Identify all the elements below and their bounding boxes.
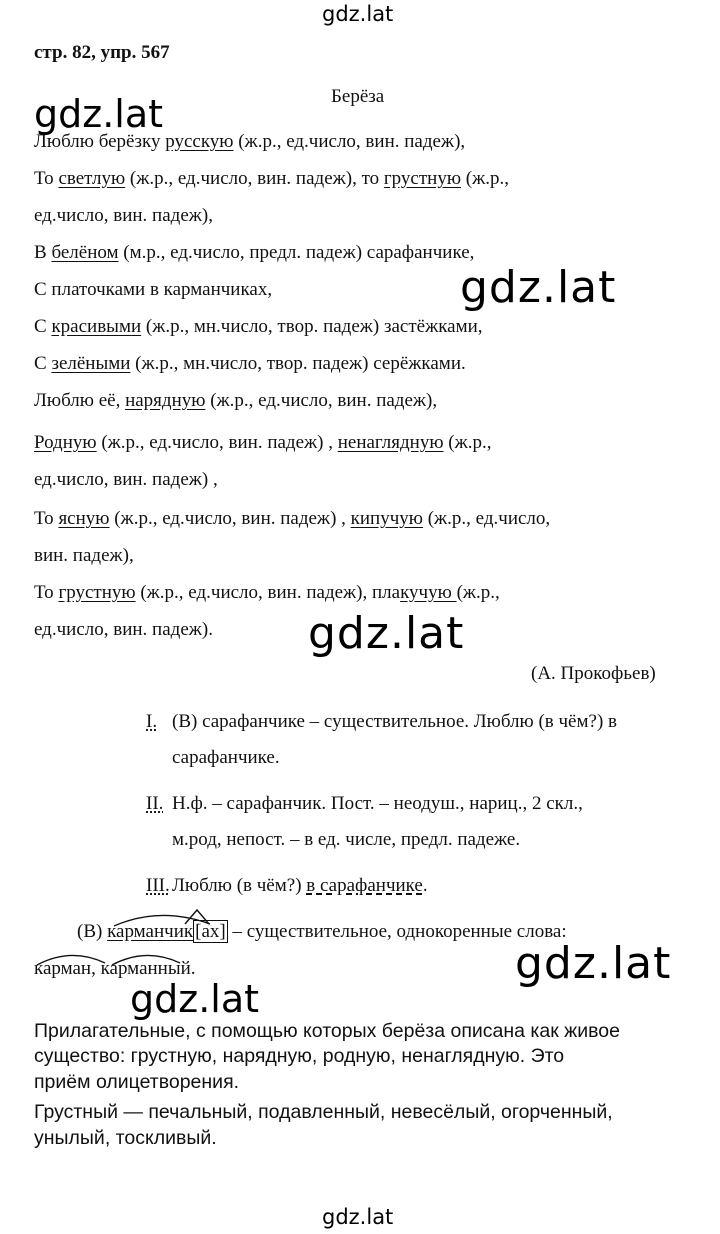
poem-line	[34, 353, 466, 375]
poem-line	[34, 390, 437, 412]
underlined-word: ненаглядную	[337, 432, 444, 453]
text: (ж.р., мн.число, твор. падеж) застёжками,	[141, 316, 483, 337]
analysis-number: II.	[146, 793, 164, 814]
analysis-number: I.	[146, 711, 158, 732]
watermark: gdz.lat	[515, 938, 672, 989]
analysis-number: III.	[146, 875, 170, 896]
poem-line	[34, 131, 465, 153]
underlined-word: ясную	[58, 508, 110, 529]
answer-line: существо: грустную, нарядную, родную, ненаглядную. Это	[34, 1045, 565, 1067]
text: (ж.р., ед.число, вин. падеж),	[233, 131, 466, 152]
analysis-text	[172, 875, 428, 897]
text: (ж.р., ед.число, вин. падеж) ,	[109, 508, 351, 529]
poem-line: ед.число, вин. падеж) ,	[34, 469, 218, 490]
answer-line: приём олицетворения.	[34, 1071, 240, 1093]
poem-author: (А. Прокофьев)	[531, 663, 656, 684]
related-words: карман, карманный.	[34, 958, 196, 979]
answer-line: унылый, тоскливый.	[34, 1127, 217, 1149]
text: (ж.р., ед.число, вин. падеж),	[205, 390, 438, 411]
text: (ж.р., ед.число, вин. падеж), то	[125, 168, 384, 189]
text: С	[34, 316, 52, 337]
text: – существительное, однокоренные слова:	[227, 921, 567, 942]
poem-line	[34, 508, 550, 530]
watermark-bottom: gdz.lat	[322, 1205, 394, 1229]
text: (ж.р., мн.число, твор. падеж) серёжками.	[130, 353, 466, 374]
text: .	[422, 875, 428, 896]
watermark: gdz.lat	[308, 608, 465, 659]
underlined-word: кучую	[400, 582, 457, 603]
underlined-word: грустную	[383, 168, 462, 189]
text: Люблю (в чём?)	[172, 875, 307, 896]
analysis-text: Н.ф. – сарафанчик. Пост. – неодуш., нариц., 2 скл.,	[172, 793, 583, 814]
underlined-word: Родную	[34, 432, 97, 453]
answer-line: Прилагательные, с помощью которых берёза описана как живое	[34, 1020, 620, 1042]
underlined-word: нарядную	[125, 390, 206, 411]
analysis-text: (В) сарафанчике – существительное. Люблю (в чём?) в	[172, 711, 617, 732]
poem-line	[34, 316, 483, 338]
text: Люблю берёзку	[34, 131, 166, 152]
underlined-word: зелёными	[51, 353, 131, 374]
text: То	[34, 508, 59, 529]
poem-line: вин. падеж),	[34, 545, 134, 566]
analysis-text: м.род, непост. – в ед. числе, предл. падеже.	[172, 829, 521, 850]
text: (ж.р.,	[456, 582, 500, 603]
text: (ж.р., ед.число, вин. падеж) ,	[96, 432, 338, 453]
underlined-word: красивыми	[51, 316, 142, 337]
dashed-underlined-phrase: в сарафанчике	[306, 875, 423, 896]
watermark: gdz.lat	[130, 977, 260, 1021]
watermark-top: gdz.lat	[322, 2, 394, 26]
poem-title: Берёза	[331, 86, 385, 107]
answer-line: Грустный — печальный, подавленный, невесёлый, огорченный,	[34, 1101, 613, 1123]
text: С	[34, 353, 52, 374]
text: Люблю её,	[34, 390, 126, 411]
underlined-word: русскую	[165, 131, 234, 152]
poem-line	[34, 432, 491, 454]
text: (м.р., ед.число, предл. падеж) сарафанчике,	[118, 242, 475, 263]
text: (ж.р.,	[461, 168, 510, 189]
morph-analysis-line	[77, 921, 567, 943]
text: (ж.р.,	[443, 432, 492, 453]
poem-line	[34, 242, 474, 264]
poem-line: С платочками в карманчиках,	[34, 279, 273, 300]
underlined-word: светлую	[58, 168, 126, 189]
poem-line: ед.число, вин. падеж),	[34, 205, 213, 226]
text: То	[34, 168, 59, 189]
poem-line	[34, 168, 509, 190]
analysed-word: карманчик	[107, 921, 194, 942]
poem-line	[34, 582, 500, 604]
text: То	[34, 582, 59, 603]
exercise-reference: стр. 82, упр. 567	[34, 42, 170, 63]
poem-line: ед.число, вин. падеж).	[34, 619, 213, 640]
analysis-text: сарафанчике.	[172, 747, 280, 768]
ending-box: [ах]	[195, 921, 226, 942]
underlined-word: кипучую	[350, 508, 423, 529]
underlined-word: белёном	[51, 242, 119, 263]
text: (В)	[77, 921, 108, 942]
watermark: gdz.lat	[34, 92, 164, 136]
text: В	[34, 242, 52, 263]
text: (ж.р., ед.число,	[422, 508, 551, 529]
watermark: gdz.lat	[460, 262, 617, 313]
underlined-word: грустную	[58, 582, 136, 603]
text: (ж.р., ед.число, вин. падеж), пла	[135, 582, 401, 603]
